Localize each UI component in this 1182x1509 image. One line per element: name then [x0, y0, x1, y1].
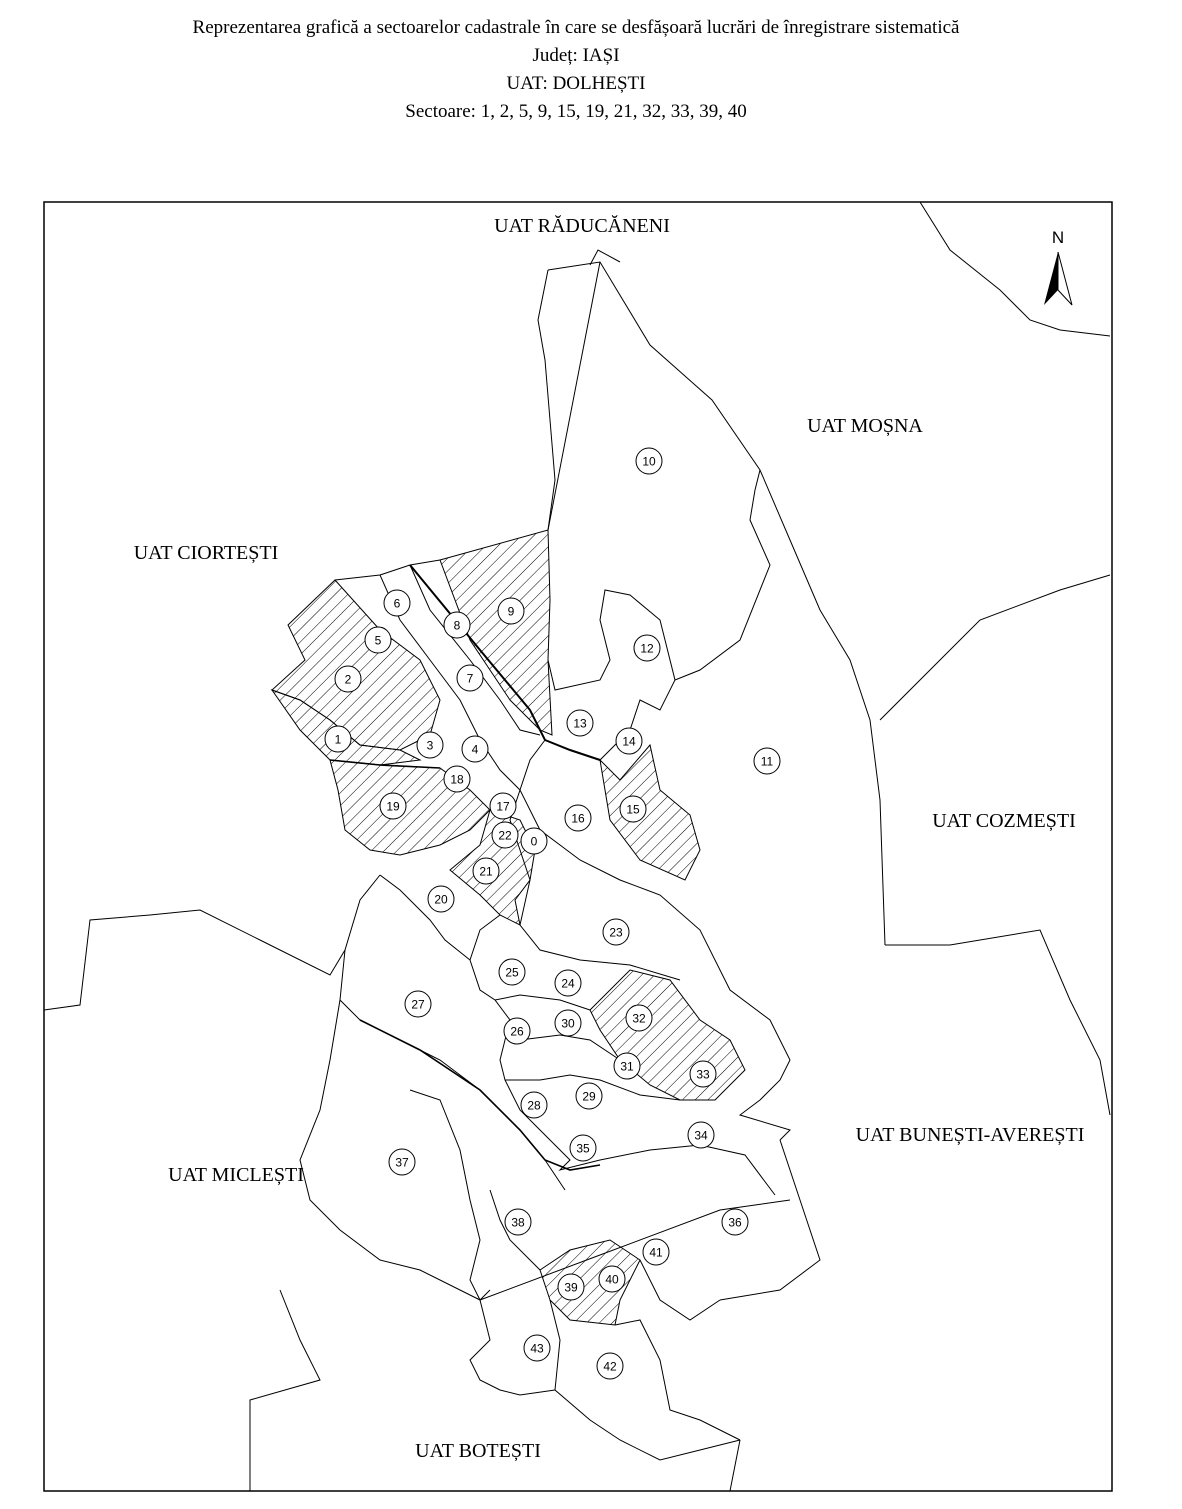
label-uat-ciortesti: UAT CIORTEȘTI — [133, 542, 279, 564]
sector-marker-32 — [626, 1005, 652, 1031]
sector-marker-40 — [599, 1266, 625, 1292]
sector-marker-11 — [754, 748, 780, 774]
label-uat-bunesti-averesti: UAT BUNEȘTI-AVEREȘTI — [855, 1124, 1085, 1146]
title-line-sectors: Sectoare: 1, 2, 5, 9, 15, 19, 21, 32, 33, 39, 40 — [405, 101, 747, 122]
sector-marker-22 — [492, 822, 518, 848]
sector-marker-21 — [473, 858, 499, 884]
sector-marker-23 — [603, 919, 629, 945]
sector-marker-14 — [616, 728, 642, 754]
sector-number-34: 34 — [694, 1128, 708, 1143]
sector-number-5: 5 — [374, 633, 382, 648]
label-uat-miclesti: UAT MICLEȘTI — [168, 1164, 304, 1186]
sector-number-28: 28 — [527, 1098, 541, 1113]
north-arrow-icon — [1044, 252, 1058, 305]
sector-number-6: 6 — [393, 596, 401, 611]
sector-15-area — [600, 745, 700, 880]
sector-number-1: 1 — [334, 732, 342, 747]
sector-number-25: 25 — [505, 965, 519, 980]
sector-number-32: 32 — [632, 1011, 646, 1026]
sector-number-39: 39 — [564, 1280, 578, 1295]
sector-marker-10 — [636, 448, 662, 474]
sector-marker-39 — [558, 1274, 584, 1300]
sector-marker-35 — [570, 1135, 596, 1161]
sector-marker-36 — [722, 1209, 748, 1235]
sector-number-21: 21 — [479, 864, 493, 879]
sector-32-33-area — [590, 970, 745, 1100]
sector-marker-9 — [498, 598, 524, 624]
sector-number-41: 41 — [649, 1245, 663, 1260]
sector-number-15: 15 — [626, 802, 640, 817]
label-uat-mosna: UAT MOȘNA — [807, 415, 923, 437]
sector-number-42: 42 — [603, 1359, 617, 1374]
sector-marker-4 — [462, 736, 488, 762]
sector-marker-2 — [335, 666, 361, 692]
sector-number-16: 16 — [571, 811, 585, 826]
sector-number-30: 30 — [561, 1016, 575, 1031]
sector-polygons — [272, 262, 790, 1460]
sector-number-20: 20 — [434, 892, 448, 907]
title-line-1: Reprezentarea grafică a sectoarelor cadastrale în care se desfășoară lucrări de înregistrare sistematică — [192, 17, 960, 38]
sector-marker-26 — [504, 1018, 530, 1044]
sector-marker-42 — [597, 1353, 623, 1379]
sector-number-22: 22 — [498, 828, 512, 843]
sector-marker-17 — [490, 793, 516, 819]
sector-marker-16 — [565, 805, 591, 831]
sector-marker-24 — [555, 970, 581, 996]
sector-markers — [325, 448, 780, 1379]
sector-number-2: 2 — [344, 672, 352, 687]
sector-marker-27 — [405, 991, 431, 1017]
sector-number-8: 8 — [453, 618, 461, 633]
sector-marker-20 — [428, 886, 454, 912]
sector-number-33: 33 — [696, 1067, 710, 1082]
sector-number-0: 0 — [530, 834, 538, 849]
north-arrow-letter: N — [1051, 228, 1065, 247]
sector-number-11: 11 — [760, 754, 774, 769]
sector-marker-3 — [417, 732, 443, 758]
title-line-county: Județ: IAȘI — [532, 45, 620, 66]
sector-marker-28 — [521, 1092, 547, 1118]
sector-marker-8 — [444, 612, 470, 638]
sector-marker-31 — [614, 1053, 640, 1079]
sector-number-9: 9 — [507, 604, 515, 619]
sector-number-23: 23 — [609, 925, 623, 940]
sector-number-31: 31 — [620, 1059, 634, 1074]
sector-marker-1 — [325, 726, 351, 752]
sector-marker-33 — [690, 1061, 716, 1087]
sector-marker-37 — [389, 1149, 415, 1175]
sector-number-37: 37 — [395, 1155, 409, 1170]
sector-number-12: 12 — [640, 641, 654, 656]
sector-number-24: 24 — [561, 976, 575, 991]
sector-number-14: 14 — [622, 734, 636, 749]
sector-marker-29 — [576, 1083, 602, 1109]
sector-marker-30 — [555, 1010, 581, 1036]
sector-marker-7 — [457, 665, 483, 691]
sector-marker-19 — [380, 793, 406, 819]
label-uat-cozmesti: UAT COZMEȘTI — [932, 810, 1076, 832]
sector-marker-5 — [365, 627, 391, 653]
sector-marker-38 — [505, 1209, 531, 1235]
sector-marker-43 — [524, 1335, 550, 1361]
sector-number-10: 10 — [642, 454, 656, 469]
sector-marker-0 — [521, 828, 547, 854]
sector-number-7: 7 — [466, 671, 474, 686]
sector-marker-34 — [688, 1122, 714, 1148]
sector-number-36: 36 — [728, 1215, 742, 1230]
sector-marker-18 — [444, 766, 470, 792]
sector-number-38: 38 — [511, 1215, 525, 1230]
sector-number-17: 17 — [496, 799, 510, 814]
sector-number-19: 19 — [386, 799, 400, 814]
title-line-uat: UAT: DOLHEȘTI — [506, 73, 646, 94]
label-uat-raducaneni: UAT RĂDUCĂNENI — [494, 215, 670, 237]
sector-number-35: 35 — [576, 1141, 590, 1156]
sector-marker-25 — [499, 959, 525, 985]
sector-number-4: 4 — [471, 742, 479, 757]
south-road-line — [360, 1020, 600, 1170]
sector-number-27: 27 — [411, 997, 425, 1012]
sector-marker-41 — [643, 1239, 669, 1265]
sector-number-43: 43 — [530, 1341, 544, 1356]
sector-number-40: 40 — [605, 1272, 619, 1287]
sector-number-13: 13 — [573, 716, 587, 731]
sector-marker-6 — [384, 590, 410, 616]
sector-number-18: 18 — [450, 772, 464, 787]
sector-number-26: 26 — [510, 1024, 524, 1039]
sector-number-3: 3 — [426, 738, 434, 753]
label-uat-botesti: UAT BOTEȘTI — [415, 1440, 541, 1462]
sector-marker-13 — [567, 710, 593, 736]
sector-marker-15 — [620, 796, 646, 822]
sector-marker-12 — [634, 635, 660, 661]
north-arrow — [1044, 228, 1072, 305]
sector-number-29: 29 — [582, 1089, 596, 1104]
